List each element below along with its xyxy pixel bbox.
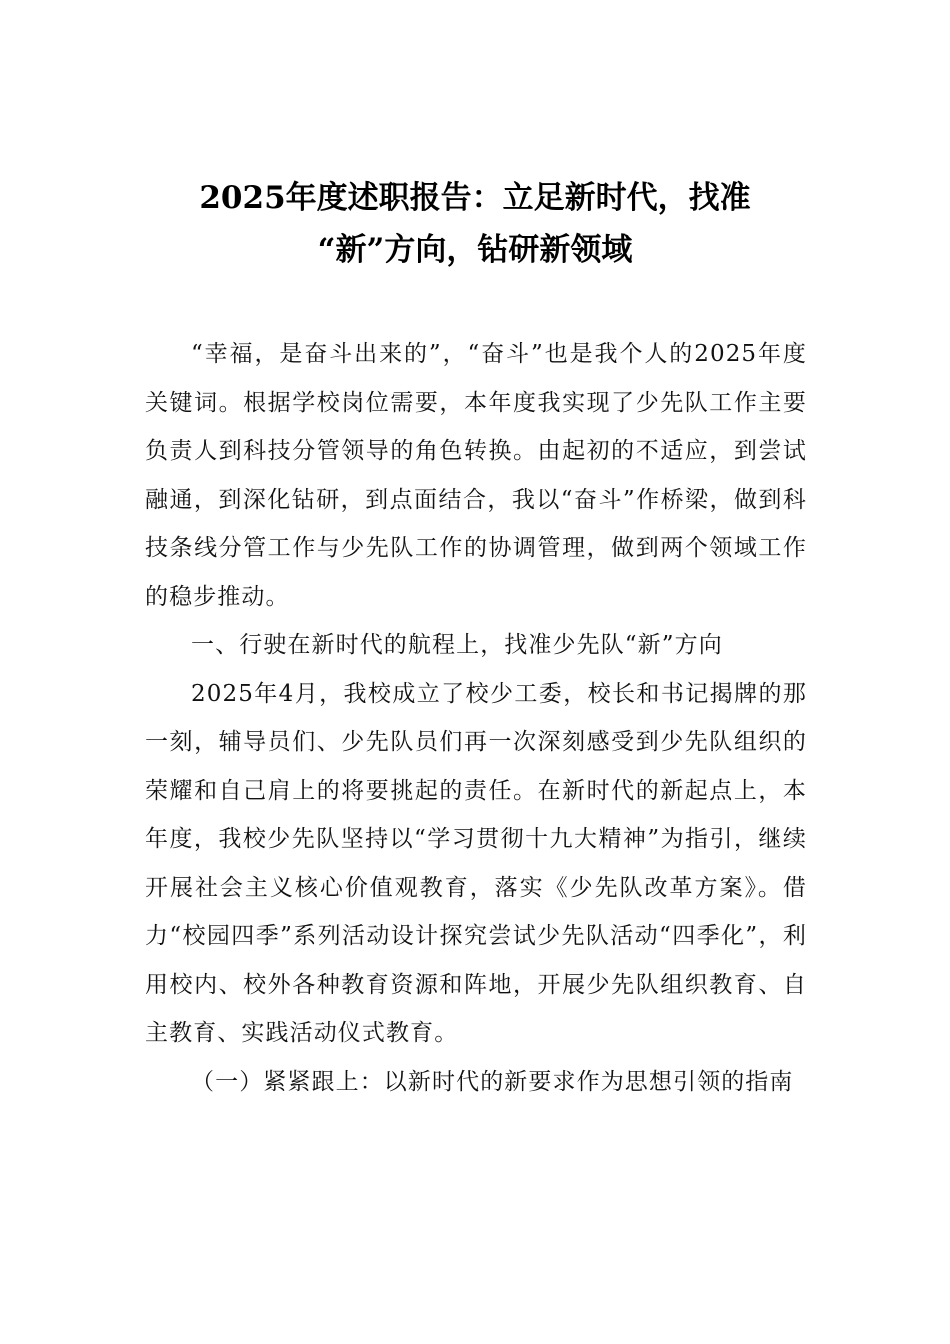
title-line-2: “新”方向，钻研新领域 (317, 232, 633, 268)
title-line-1: 2025年度述职报告：立足新时代，找准 (199, 180, 751, 216)
section-1-paragraph: 2025年4月，我校成立了校少工委，校长和书记揭牌的那一刻，辅导员们、少先队员们再一次深刻感受到少先队组织的荣耀和自己肩上的将要挑起的责任。在新时代的新起点上，本年度，我校少先队坚持以“学习贯彻十九大精神”为指引，继续开展社会主义核心价值观教育，落实《少先队改革方案》。借力“校园四季”系列活动设计探究尝试少先队活动“四季化”，利用校内、校外各种教育资源和阵地，开展少先队组织教育、自主教育、实践活动仪式教育。 (145, 680, 807, 1046)
document-title (145, 172, 805, 276)
subsection-heading-1: （一）紧紧跟上：以新时代的新要求作为思想引领的指南 (191, 1068, 794, 1095)
intro-paragraph: “幸福，是奋斗出来的”，“奋斗”也是我个人的2025年度关键词。根据学校岗位需要，本年度我实现了少先队工作主要负责人到科技分管领导的角色转换。由起初的不适应，到尝试融通，到深化钻研，到点面结合，我以“奋斗”作桥梁，做到科技条线分管工作与少先队工作的协调管理，做到两个领域工作的稳步推动。 (145, 341, 807, 610)
section-heading-1: 一、行驶在新时代的航程上，找准少先队“新”方向 (191, 632, 723, 658)
document-body (145, 330, 807, 1106)
